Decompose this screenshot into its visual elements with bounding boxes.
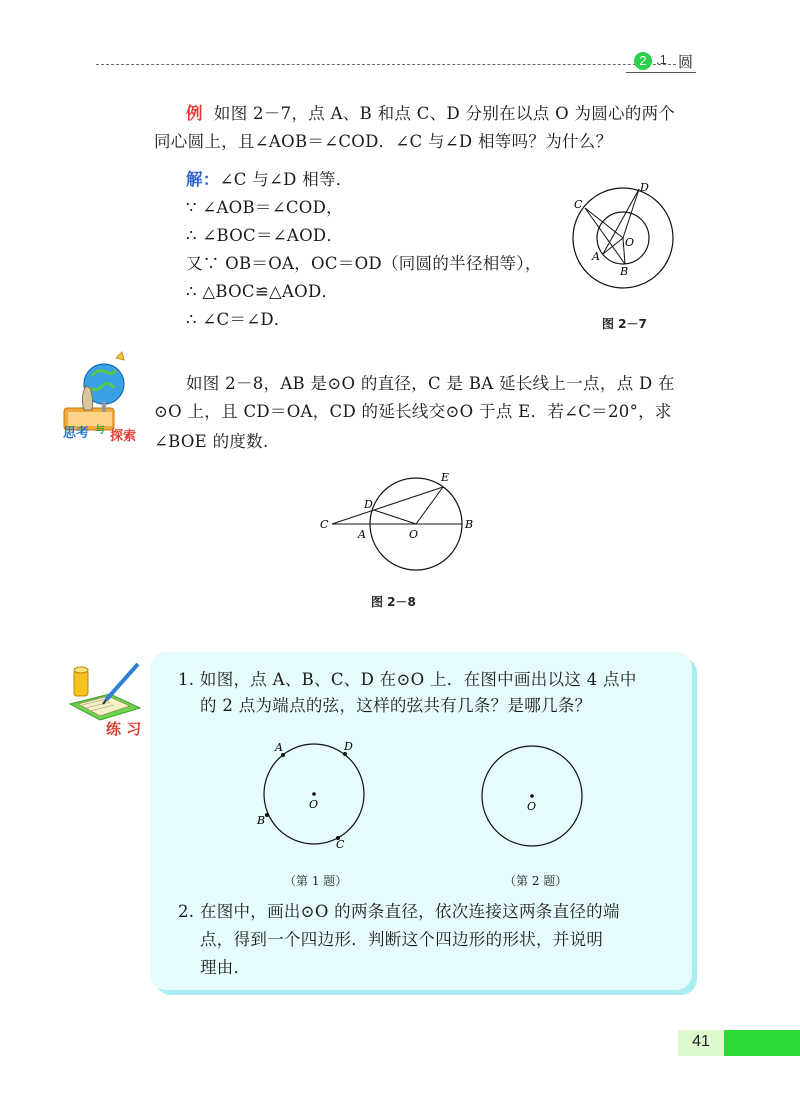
example-text-1: 如图 2－7，点 A、B 和点 C、D 分别在以点 O 为圆心的两个 xyxy=(213,104,676,123)
label-C: C xyxy=(320,518,329,531)
segment-CB xyxy=(585,208,625,264)
label-D: D xyxy=(640,181,649,194)
page-number: 41 xyxy=(692,1033,710,1050)
solution-line-1 xyxy=(186,166,353,194)
point-B xyxy=(265,813,269,817)
section-header xyxy=(626,50,696,74)
practice-icon-text: 练 习 xyxy=(106,720,142,738)
figure-2-8-caption: 图 2－8 xyxy=(371,595,416,609)
think-line-2: ⊙O 上，且 CD＝OA，CD 的延长线交⊙O 于点 E．若∠C＝20°，求 xyxy=(154,402,672,421)
label-A: A xyxy=(358,528,366,541)
segment-OA xyxy=(603,238,623,254)
label-O: O xyxy=(625,236,635,249)
figure-2-7-caption: 图 2－7 xyxy=(602,317,647,331)
practice-q2-line-2: 点，得到一个四边形．判断这个四边形的形状，并说明 xyxy=(200,930,604,949)
example-label: 例 xyxy=(186,104,203,123)
practice-figure-1 xyxy=(250,738,380,858)
figure-2-8 xyxy=(310,468,485,583)
header-dashed-rule xyxy=(96,64,676,65)
label-B: B xyxy=(465,518,474,531)
figure-2-7 xyxy=(560,178,680,298)
solution-step-2: ∴ ∠BOC＝∠AOD． xyxy=(186,226,344,245)
practice-q1-line-2: 的 2 点为端点的弦，这样的弦共有几条？是哪几条？ xyxy=(200,696,592,715)
solution-text-1: ∠C 与∠D 相等． xyxy=(219,170,353,189)
solution-step-5: ∴ ∠C＝∠D． xyxy=(186,310,291,329)
practice-q2-line-3: 理由． xyxy=(200,958,251,977)
label-E: E xyxy=(441,471,450,484)
label-B: B xyxy=(620,265,629,278)
think-icon-text-2: 与 xyxy=(95,425,105,436)
practice-fig-2-caption: （第 2 题） xyxy=(504,874,568,888)
practice-fig-1-caption: （第 1 题） xyxy=(284,874,348,888)
label-O: O xyxy=(527,800,537,813)
practice-figure-2 xyxy=(470,738,600,858)
line-OD xyxy=(374,510,416,524)
example-line-1 xyxy=(186,100,675,128)
line-OE xyxy=(416,487,443,524)
label-C: C xyxy=(336,838,345,851)
practice-q1-line-1: 1. 如图，点 A、B、C、D 在⊙O 上．在图中画出以这 4 点中 xyxy=(178,670,637,689)
label-D: D xyxy=(344,740,353,753)
center-dot-O xyxy=(530,794,534,798)
label-A: A xyxy=(275,741,283,754)
section-number-badge: 2 xyxy=(634,52,652,70)
label-A: A xyxy=(592,250,600,263)
section-sub-number: .1 xyxy=(656,52,667,67)
label-D: D xyxy=(364,498,373,511)
example-line-2: 同心圆上，且∠AOB＝∠COD．∠C 与∠D 相等吗？为什么？ xyxy=(154,132,613,151)
solution-step-1: ∵ ∠AOB＝∠COD， xyxy=(186,198,343,217)
label-C: C xyxy=(574,198,583,211)
solution-step-3: 又∵ OB＝OA，OC＝OD（同圆的半径相等）， xyxy=(186,254,542,273)
think-line-3: ∠BOE 的度数. xyxy=(154,432,269,451)
solution-label: 解： xyxy=(186,170,220,189)
solution-step-4: ∴ △BOC≌△AOD． xyxy=(186,282,339,301)
think-icon-text-3: 探索 xyxy=(110,429,137,444)
label-B: B xyxy=(257,814,266,827)
line-CE xyxy=(332,487,443,524)
center-dot-O xyxy=(312,792,316,796)
section-title: 圆 xyxy=(678,53,694,71)
label-O: O xyxy=(309,798,319,811)
think-line-1: 如图 2－8，AB 是⊙O 的直径，C 是 BA 延长线上一点，点 D 在 xyxy=(186,374,675,393)
header-underline xyxy=(626,72,696,73)
practice-q2-line-1: 2. 在图中，画出⊙O 的两条直径，依次连接这两条直径的端 xyxy=(178,902,620,921)
label-O: O xyxy=(409,528,419,541)
think-icon-text-1: 思考 xyxy=(63,426,90,441)
